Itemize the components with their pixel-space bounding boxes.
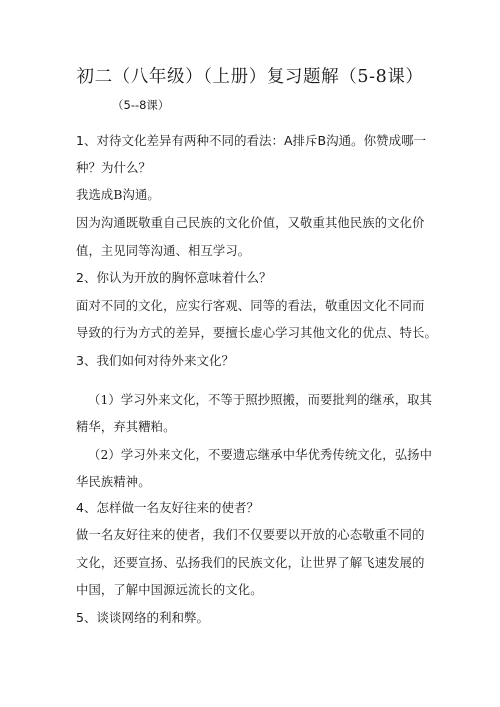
- answer-4-line-3: 中国，了解中国源远流长的文化。: [76, 583, 263, 597]
- answer-3-item-2-line-2: 华民族精神。: [76, 475, 151, 489]
- document-subtitle: （5--8课）: [112, 98, 170, 112]
- question-3: 3、我们如何对待外来文化？: [76, 353, 234, 368]
- answer-3-item-2-line-1: （2）学习外来文化，不要遗忘继承中华优秀传统文化，弘扬中: [88, 448, 433, 462]
- question-1-line-2: 种？为什么？: [76, 160, 152, 175]
- answer-4-line-2: 文化，还要宣扬、弘扬我们的民族文化，让世界了解飞速发展的: [76, 556, 425, 570]
- question-1-line-1: 1、对待文化差异有两种不同的看法：A排斥B沟通。你赞成哪一: [76, 133, 427, 148]
- answer-1-line-2: 因为沟通既敬重自己民族的文化价值，又敬重其他民族的文化价: [76, 216, 425, 230]
- answer-1-line-1: 我选成B沟通。: [76, 188, 160, 202]
- answer-2-line-2: 导致的行为方式的差异，要擅长虚心学习其他文化的优点、特长。: [76, 326, 437, 340]
- answer-3-item-1-line-1: （1）学习外来文化，不等于照抄照搬，而要批判的继承，取其: [88, 393, 433, 407]
- answer-1-line-3: 值，主见同等沟通、相互学习。: [76, 244, 251, 258]
- answer-4-line-1: 做一名友好往来的使者，我们不仅要要以开放的心态敬重不同的: [76, 528, 425, 542]
- question-4: 4、怎样做一名友好往来的使者？: [76, 500, 259, 515]
- document-title: 初二（八年级）（上册）复习题解（5-8课）: [76, 67, 424, 87]
- answer-2-line-1: 面对不同的文化，应实行客观、同等的看法，敬重因文化不同而: [76, 299, 425, 313]
- answer-3-item-1-line-2: 精华，弃其糟粕。: [76, 420, 176, 434]
- question-5: 5、谈谈网络的利和弊。: [76, 610, 209, 625]
- question-2: 2、你认为开放的胸怀意味着什么？: [76, 270, 272, 285]
